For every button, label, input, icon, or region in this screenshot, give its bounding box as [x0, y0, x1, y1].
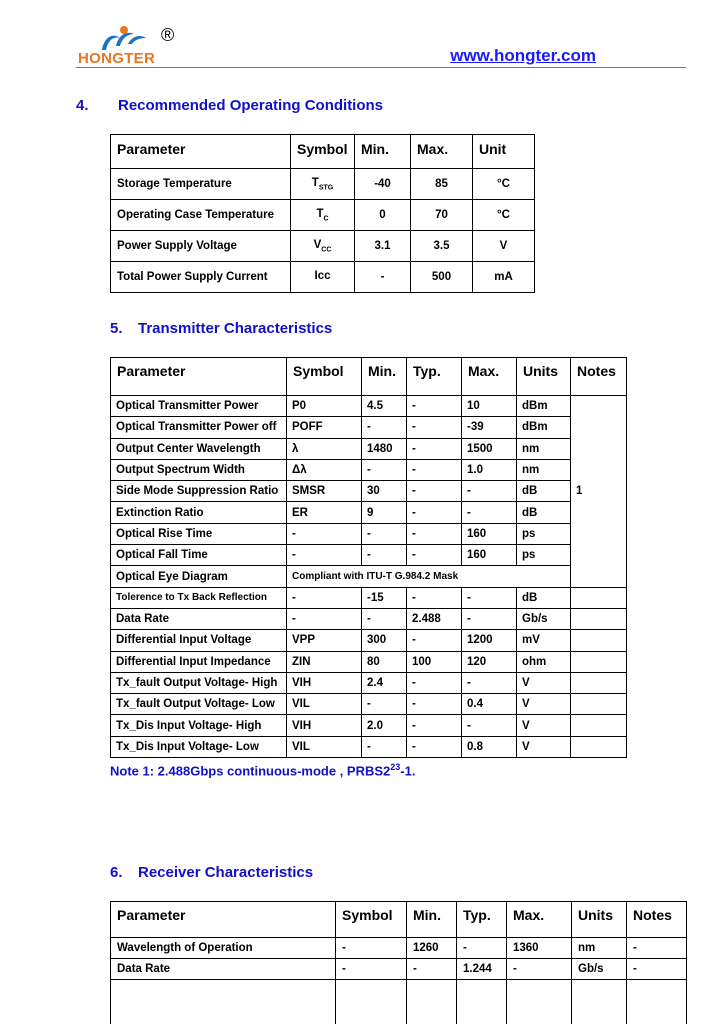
empty-cell [336, 980, 407, 1024]
units-cell: dBm [517, 396, 571, 417]
units-cell: dB [517, 481, 571, 502]
section-title: Recommended Operating Conditions [118, 97, 384, 114]
header-cell: Typ. [407, 358, 462, 396]
table-row [111, 608, 627, 629]
recommended-operating-conditions-table [110, 134, 535, 293]
parameter-cell: Storage Temperature [111, 169, 291, 200]
parameter-cell: Optical Eye Diagram [111, 566, 287, 587]
units-cell: V [517, 715, 571, 736]
typ-cell: - [407, 694, 462, 715]
units-cell: mV [517, 630, 571, 651]
website-link[interactable]: www.hongter.com [450, 46, 596, 65]
max-cell: 85 [411, 169, 473, 200]
eye-diagram-compliance-cell: Compliant with ITU-T G.984.2 Mask [287, 566, 571, 587]
max-cell: 160 [462, 545, 517, 566]
typ-cell: - [407, 459, 462, 480]
symbol-cell: P0 [287, 396, 362, 417]
parameter-cell: Differential Input Voltage [111, 630, 287, 651]
min-cell: 2.0 [362, 715, 407, 736]
min-cell: - [407, 959, 457, 980]
units-cell: dB [517, 502, 571, 523]
typ-cell: 2.488 [407, 608, 462, 629]
parameter-cell: Optical Transmitter Power [111, 396, 287, 417]
min-cell: - [362, 736, 407, 757]
typ-cell: - [407, 587, 462, 608]
min-cell: -40 [355, 169, 411, 200]
typ-cell: 100 [407, 651, 462, 672]
section-4-heading [76, 97, 383, 114]
max-cell: -39 [462, 417, 517, 438]
typ-cell: - [407, 502, 462, 523]
parameter-cell: Power Supply Voltage [111, 231, 291, 262]
parameter-cell: Side Mode Suppression Ratio [111, 481, 287, 502]
header-cell: Max. [462, 358, 517, 396]
header-cell: Notes [627, 902, 687, 938]
min-cell: 2.4 [362, 672, 407, 693]
section-number: 6. [110, 864, 123, 881]
units-cell: V [517, 736, 571, 757]
table-row [111, 523, 627, 544]
min-cell: 30 [362, 481, 407, 502]
units-cell: Gb/s [517, 608, 571, 629]
min-cell: - [362, 459, 407, 480]
typ-cell: - [407, 630, 462, 651]
header-cell: Symbol [287, 358, 362, 396]
table-row [111, 672, 627, 693]
symbol-cell: - [336, 959, 407, 980]
min-cell: - [362, 545, 407, 566]
symbol-cell: $T_C$ [291, 200, 355, 231]
min-cell: 0 [355, 200, 411, 231]
empty-cell [111, 980, 336, 1024]
table-row-continued [111, 980, 687, 1024]
max-cell: 1.0 [462, 459, 517, 480]
parameter-cell: Operating Case Temperature [111, 200, 291, 231]
header-cell: Unit [473, 135, 535, 169]
table-row [111, 736, 627, 757]
header-cell: Parameter [111, 358, 287, 396]
typ-cell: - [407, 396, 462, 417]
units-cell: dB [517, 587, 571, 608]
table-header-row [111, 358, 627, 396]
parameter-cell: Output Center Wavelength [111, 438, 287, 459]
unit-cell: °C [473, 169, 535, 200]
max-cell: 160 [462, 523, 517, 544]
parameter-cell: Optical Rise Time [111, 523, 287, 544]
table-row [111, 417, 627, 438]
notes-cell [571, 587, 627, 608]
symbol-cell: Icc [291, 262, 355, 293]
units-cell: nm [517, 438, 571, 459]
typ-cell: - [407, 438, 462, 459]
units-cell: nm [572, 938, 627, 959]
units-cell: dBm [517, 417, 571, 438]
notes-cell: - [627, 938, 687, 959]
units-cell: ohm [517, 651, 571, 672]
notes-cell [571, 608, 627, 629]
header-cell: Parameter [111, 902, 336, 938]
units-cell: ps [517, 523, 571, 544]
header-cell: Parameter [111, 135, 291, 169]
max-cell: - [462, 672, 517, 693]
section-number: 5. [110, 320, 123, 337]
unit-cell: °C [473, 200, 535, 231]
max-cell: - [462, 481, 517, 502]
notes-cell: - [627, 959, 687, 980]
table-row [111, 459, 627, 480]
parameter-cell: Extinction Ratio [111, 502, 287, 523]
symbol-cell: $V_{CC}$ [291, 231, 355, 262]
section-number: 4. [76, 97, 89, 114]
max-cell: 1500 [462, 438, 517, 459]
header-cell: Units [517, 358, 571, 396]
symbol-cell: - [287, 608, 362, 629]
min-cell: 80 [362, 651, 407, 672]
parameter-cell: Tx_fault Output Voltage- Low [111, 694, 287, 715]
empty-cell [572, 980, 627, 1024]
empty-cell [507, 980, 572, 1024]
header-divider [76, 67, 686, 68]
header-cell: Min. [407, 902, 457, 938]
min-cell: 300 [362, 630, 407, 651]
max-cell: 0.8 [462, 736, 517, 757]
unit-cell: mA [473, 262, 535, 293]
empty-cell [627, 980, 687, 1024]
notes-cell [571, 694, 627, 715]
receiver-characteristics-table [110, 901, 687, 1024]
table-row [111, 566, 627, 587]
max-cell: 70 [411, 200, 473, 231]
min-cell: - [362, 523, 407, 544]
table-row [111, 200, 535, 231]
table-row [111, 630, 627, 651]
parameter-cell: Output Spectrum Width [111, 459, 287, 480]
section-title: Transmitter Characteristics [138, 320, 333, 337]
parameter-cell: Optical Transmitter Power off [111, 417, 287, 438]
symbol-cell: ZIN [287, 651, 362, 672]
min-cell: -15 [362, 587, 407, 608]
min-cell: - [355, 262, 411, 293]
units-cell: ps [517, 545, 571, 566]
table-row [111, 396, 627, 417]
table-row [111, 959, 687, 980]
table-row [111, 651, 627, 672]
table-row [111, 715, 627, 736]
notes-cell: 1 [571, 396, 627, 588]
registered-mark: ® [161, 25, 175, 45]
min-cell: - [362, 694, 407, 715]
note-superscript: 23 [390, 762, 401, 772]
max-cell: 3.5 [411, 231, 473, 262]
header-cell: Units [572, 902, 627, 938]
table-row [111, 545, 627, 566]
header-cell: Notes [571, 358, 627, 396]
symbol-cell: - [287, 523, 362, 544]
parameter-cell: Differential Input Impedance [111, 651, 287, 672]
logo-wave-icon [98, 24, 148, 52]
max-cell: - [507, 959, 572, 980]
symbol-cell: SMSR [287, 481, 362, 502]
header-cell: Max. [411, 135, 473, 169]
symbol-cell: ER [287, 502, 362, 523]
max-cell: - [462, 502, 517, 523]
typ-cell: - [407, 715, 462, 736]
transmitter-characteristics-table [110, 357, 627, 758]
min-cell: 4.5 [362, 396, 407, 417]
symbol-cell: POFF [287, 417, 362, 438]
header-cell: Min. [362, 358, 407, 396]
max-cell: 1360 [507, 938, 572, 959]
parameter-cell: Tolerence to Tx Back Reflection [111, 587, 287, 608]
symbol-cell: - [287, 587, 362, 608]
min-cell: - [362, 608, 407, 629]
symbol-cell: VPP [287, 630, 362, 651]
symbol-cell: VIH [287, 672, 362, 693]
max-cell: 500 [411, 262, 473, 293]
notes-cell [571, 672, 627, 693]
typ-cell: 1.244 [457, 959, 507, 980]
units-cell: Gb/s [572, 959, 627, 980]
parameter-cell: Total Power Supply Current [111, 262, 291, 293]
header-cell: Max. [507, 902, 572, 938]
table-row [111, 231, 535, 262]
table-row [111, 502, 627, 523]
symbol-cell: VIL [287, 694, 362, 715]
parameter-cell: Tx_fault Output Voltage- High [111, 672, 287, 693]
company-logo [78, 24, 188, 68]
empty-cell [457, 980, 507, 1024]
parameter-cell: Tx_Dis Input Voltage- High [111, 715, 287, 736]
table-header-row [111, 135, 535, 169]
parameter-cell: Tx_Dis Input Voltage- Low [111, 736, 287, 757]
header-cell: Symbol [336, 902, 407, 938]
section-title: Receiver Characteristics [138, 864, 314, 881]
transmitter-note [110, 762, 415, 778]
table-row [111, 438, 627, 459]
table-row [111, 694, 627, 715]
symbol-cell: $T_{STG}$ [291, 169, 355, 200]
max-cell: 120 [462, 651, 517, 672]
typ-cell: - [407, 672, 462, 693]
parameter-cell: Data Rate [111, 959, 336, 980]
symbol-cell: Δλ [287, 459, 362, 480]
units-cell: V [517, 694, 571, 715]
unit-cell: V [473, 231, 535, 262]
typ-cell: - [407, 736, 462, 757]
min-cell: 1260 [407, 938, 457, 959]
typ-cell: - [407, 417, 462, 438]
header-cell: Typ. [457, 902, 507, 938]
table-row [111, 938, 687, 959]
table-row [111, 169, 535, 200]
typ-cell: - [407, 523, 462, 544]
note-suffix: -1. [400, 763, 416, 779]
symbol-cell: VIH [287, 715, 362, 736]
parameter-cell: Optical Fall Time [111, 545, 287, 566]
max-cell: 0.4 [462, 694, 517, 715]
parameter-cell: Wavelength of Operation [111, 938, 336, 959]
empty-cell [407, 980, 457, 1024]
min-cell: 3.1 [355, 231, 411, 262]
symbol-cell: VIL [287, 736, 362, 757]
table-header-row [111, 902, 687, 938]
min-cell: 9 [362, 502, 407, 523]
section-6-heading [110, 864, 313, 881]
logo-text: HONGTER [78, 50, 156, 67]
max-cell: - [462, 715, 517, 736]
notes-cell [571, 651, 627, 672]
typ-cell: - [457, 938, 507, 959]
max-cell: 1200 [462, 630, 517, 651]
notes-cell [571, 715, 627, 736]
table-row [111, 587, 627, 608]
min-cell: - [362, 417, 407, 438]
symbol-cell: λ [287, 438, 362, 459]
units-cell: V [517, 672, 571, 693]
table-row [111, 481, 627, 502]
table-row [111, 262, 535, 293]
units-cell: nm [517, 459, 571, 480]
parameter-cell: Data Rate [111, 608, 287, 629]
header-cell: Symbol [291, 135, 355, 169]
max-cell: 10 [462, 396, 517, 417]
symbol-cell: - [287, 545, 362, 566]
typ-cell: - [407, 545, 462, 566]
notes-cell [571, 736, 627, 757]
note-text: Note 1: 2.488Gbps continuous-mode , PRBS2 [110, 763, 391, 779]
max-cell: - [462, 587, 517, 608]
min-cell: 1480 [362, 438, 407, 459]
symbol-cell: - [336, 938, 407, 959]
notes-cell [571, 630, 627, 651]
typ-cell: - [407, 481, 462, 502]
section-5-heading [110, 320, 332, 337]
max-cell: - [462, 608, 517, 629]
header-cell: Min. [355, 135, 411, 169]
